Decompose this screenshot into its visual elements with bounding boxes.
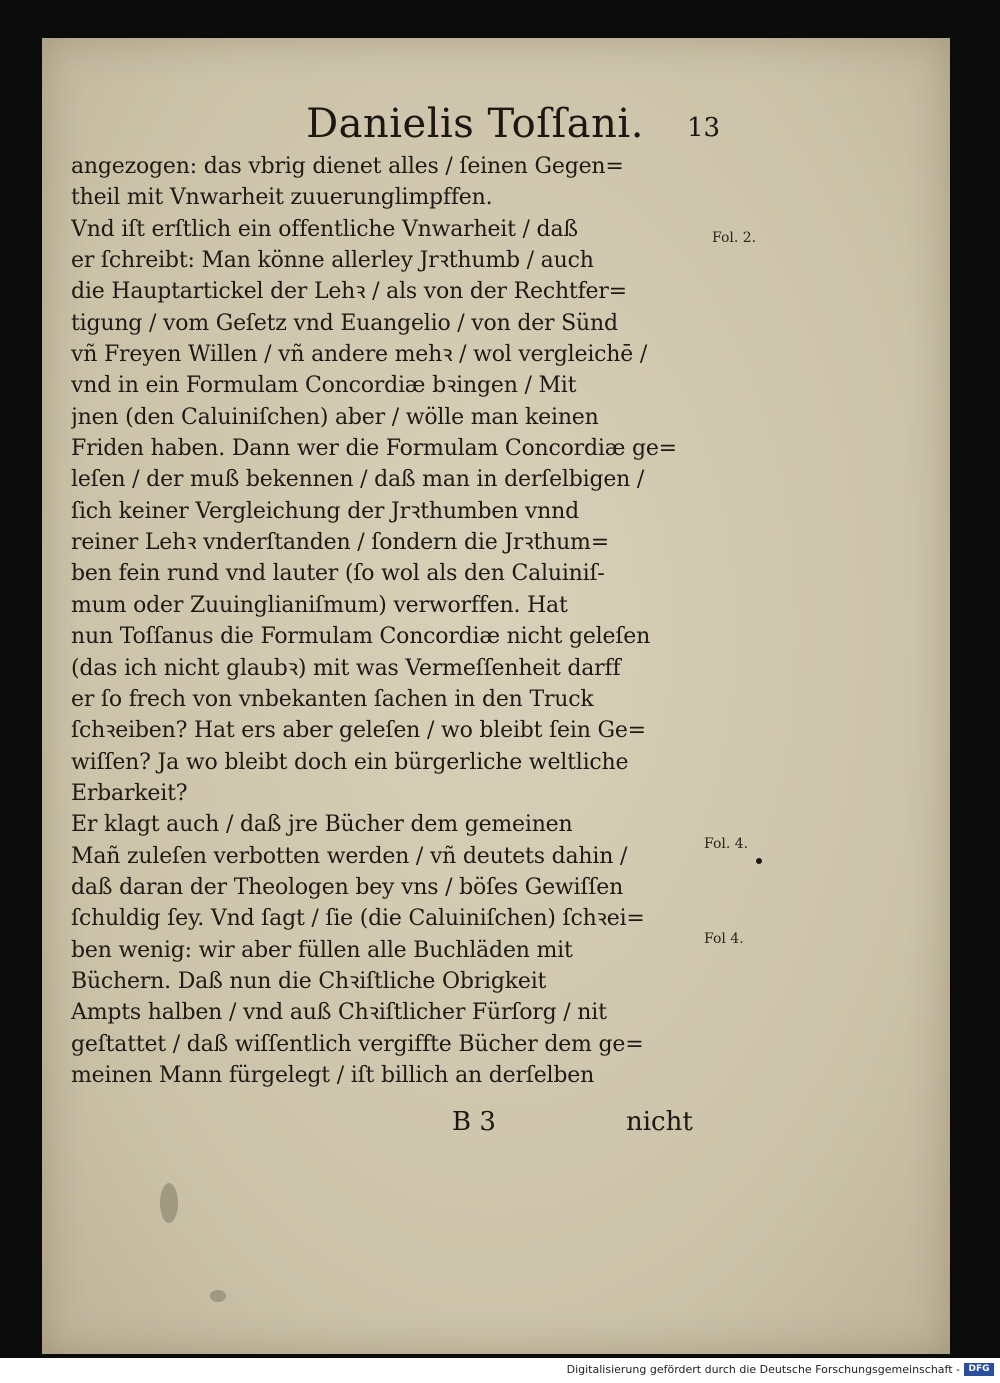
text-line: Mañ zuleſen verbotten werden / vñ deutets dahin /: [71, 843, 628, 869]
signature-mark: B 3: [452, 1107, 496, 1137]
text-line: er ſo frech von vnbekanten ſachen in den Truck: [71, 686, 594, 712]
paper-stain: [210, 1290, 226, 1302]
paper-stain: [160, 1183, 178, 1223]
text-line: Büchern. Daß nun die Chꝛiſtliche Obrigkeit: [71, 968, 547, 994]
digitization-credit: Digitalisierung gefördert durch die Deutsche Forschungsgemeinschaft -: [566, 1363, 960, 1376]
text-line: leſen / der muß bekennen / daß man in derſelbigen /: [71, 467, 645, 493]
text-line: daß daran der Theologen bey vns / böſes Gewiſſen: [71, 874, 624, 900]
text-line: geſtattet / daß wiſſentlich vergiffte Bücher dem ge=: [71, 1031, 644, 1057]
text-line: theil mit Vnwarheit zuuerunglimpffen.: [71, 185, 493, 211]
text-line: Friden haben. Dann wer die Formulam Concordiæ ge=: [71, 436, 677, 462]
text-line: reiner Lehꝛ vnderſtanden / ſondern die Jrꝛthum=: [71, 530, 609, 556]
text-line: (das ich nicht glaubꝛ) mit was Vermeſſenheit darff: [71, 655, 621, 681]
text-line: die Hauptartickel der Lehꝛ / als von der Rechtfer=: [71, 279, 627, 305]
text-line: Vnd iſt erſtlich ein offentliche Vnwarheit / daß: [71, 216, 578, 242]
text-line: ben fein rund vnd lauter (ſo wol als den Caluiniſ-: [71, 561, 605, 587]
text-line: ſchꝛeiben? Hat ers aber geleſen / wo bleibt ſein Ge=: [71, 718, 646, 744]
catchword: nicht: [626, 1107, 693, 1137]
text-line: ſchuldig ſey. Vnd ſagt / ſie (die Caluiniſchen) ſchꝛei=: [71, 906, 645, 932]
ink-dot: [756, 858, 762, 864]
text-line: angezogen: das vbrig dienet alles / ſeinen Gegen=: [71, 154, 624, 179]
book-page: [42, 38, 950, 1354]
text-line: meinen Mann fürgelegt / iſt billich an derſelben: [71, 1062, 595, 1088]
dfg-logo: DFG: [964, 1363, 994, 1376]
text-line: Ampts halben / vnd auß Chꝛiſtlicher Fürſorg / nit: [71, 1000, 607, 1026]
running-head: Danielis Toſſani.: [306, 101, 644, 147]
margin-note: Fol. 4.: [704, 836, 749, 852]
margin-note: Fol. 2.: [712, 230, 757, 246]
text-line: ben wenig: wir aber füllen alle Buchläden mit: [71, 937, 573, 963]
text-line: jnen (den Caluiniſchen) aber / wölle man keinen: [71, 404, 599, 430]
text-line: ſich keiner Vergleichung der Jrꝛthumben vnnd: [71, 498, 579, 524]
body-text: [71, 151, 696, 1091]
text-line: wiſſen? Ja wo bleibt doch ein bürgerliche weltliche: [71, 749, 629, 775]
text-line: nun Toſſanus die Formulam Concordiæ nicht geleſen: [71, 624, 651, 650]
page-number: 13: [687, 113, 721, 143]
text-line: mum oder Zuuinglianiſmum) verworffen. Hat: [71, 592, 568, 618]
text-line: Er klagt auch / daß jre Bücher dem gemeinen: [71, 812, 573, 838]
footer-bar: [0, 1358, 1000, 1383]
text-line: tigung / vom Geſetz vnd Euangelio / von der Sünd: [71, 310, 618, 336]
text-line: vñ Freyen Willen / vñ andere mehꝛ / wol vergleichē /: [71, 342, 648, 368]
text-line: vnd in ein Formulam Concordiæ bꝛingen / Mit: [71, 373, 577, 399]
margin-note: Fol 4.: [704, 931, 744, 947]
text-line: Erbarkeit?: [71, 780, 188, 806]
text-line: er ſchreibt: Man könne allerley Jrꝛthumb / auch: [71, 248, 594, 274]
